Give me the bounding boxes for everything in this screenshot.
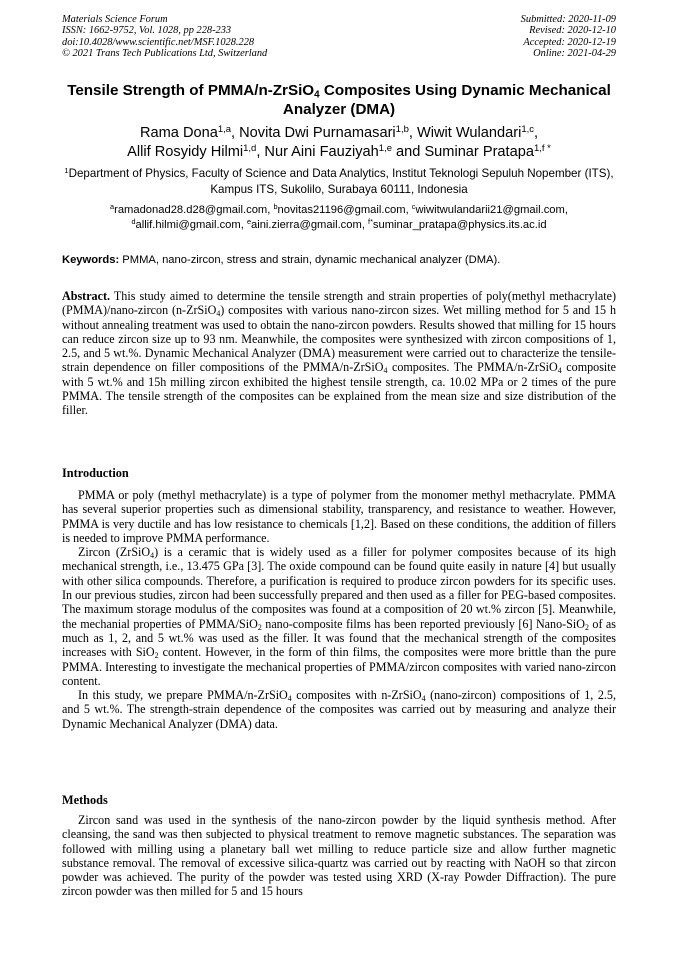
email-mark: e — [246, 217, 251, 226]
subscript: 4 — [421, 694, 426, 704]
paragraph-text: content. However, in the form of thin films, the composites were more brittle than the pure PMMA. Interesting to investigate the mechanical properties of PMMA/zircon composites with varied nano-zircon content. — [62, 645, 616, 688]
email-mark: c — [411, 202, 416, 211]
author-name: , Novita Dwi Purnamasari — [231, 125, 396, 141]
email-address[interactable]: aini.zierra@gmail.com, — [250, 219, 369, 231]
paragraph — [62, 688, 616, 731]
journal-header-right — [521, 14, 616, 60]
abstract-label: Abstract. — [62, 289, 111, 303]
introduction-heading: Introduction — [62, 466, 129, 480]
date-online: Online: 2021-04-29 — [533, 48, 616, 60]
abstract-text: composites. The PMMA/n-ZrSiO — [387, 360, 558, 375]
date-revised: Revised: 2020-12-10 — [529, 25, 616, 37]
paragraph-text: nano-composite films has been reported previously [6] Nano-SiO — [261, 616, 585, 631]
author-emails — [62, 203, 616, 233]
author-affil-mark: 1,b — [395, 123, 409, 135]
keywords — [62, 253, 616, 268]
author-affil-mark: 1,f * — [533, 142, 551, 154]
paragraph: PMMA or poly (methyl methacrylate) is a type of polymer from the monomer methyl methacrylate. PMMA has several superior properties such as dimensional stability, transparency, and resistance to weather. However, PMMA is very ductile and has low resistance to chemicals [1,2]. Based on these conditions, the addition of fillers is needed to improve PMMA performance. — [62, 488, 616, 545]
author-affil-mark: 1,a — [217, 123, 232, 135]
abstract-text: This study aimed to determine the tensile strength and strain properties of poly(methyl methacrylate) (PMMA)/nano-zircon (n-ZrSiO — [62, 289, 616, 318]
subscript: 2 — [154, 651, 159, 661]
subscript: 2 — [257, 622, 262, 632]
author-name: , Wiwit Wulandari — [408, 125, 522, 141]
keywords-text: PMMA, nano-zircon, stress and strain, dynamic mechanical analyzer (DMA). — [119, 254, 501, 266]
journal-copyright: © 2021 Trans Tech Publications Ltd, Switzerland — [62, 48, 268, 60]
subscript: 4 — [557, 366, 562, 376]
paragraph-text: composites with n-ZrSiO — [291, 688, 422, 703]
methods-body — [62, 813, 616, 899]
title-part: Composites Using Dynamic Mechanical Analyzer (DMA) — [282, 82, 611, 118]
abstract-text: composite with 5 wt.% and 15h milling zircon exhibited the highest tensile strength, ca. 10.02 MPa or 2 times of the pure PMMA. The tensile strength of the composites can be explained from the mean size and size distribution of the filler. — [62, 360, 616, 418]
email-mark: d — [131, 217, 136, 226]
abstract — [62, 289, 616, 418]
email-address[interactable]: allif.hilmi@gmail.com, — [135, 219, 247, 231]
email-mark: b — [273, 202, 278, 211]
affiliation — [62, 166, 616, 198]
paragraph-text: of as much as 1, 2, and 5 wt.% was used as the filler. It was found that the mechanical strength of the composites increases with SiO — [62, 616, 616, 660]
email-address[interactable]: suminar_pratapa@physics.its.ac.id — [372, 219, 547, 231]
journal-doi: doi:10.4028/www.scientific.net/MSF.1028.228 — [62, 36, 255, 48]
journal-issn: ISSN: 1662-9752, Vol. 1028, pp 228-233 — [62, 25, 232, 37]
affiliation-mark: 1 — [64, 165, 69, 175]
email-address[interactable]: wiwitwulandarii21@gmail.com, — [415, 204, 568, 216]
email-mark: f* — [368, 217, 373, 226]
author-affil-mark: 1,d — [243, 142, 257, 154]
subscript: 4 — [150, 551, 155, 561]
subscript: 4 — [287, 694, 292, 704]
journal-name: Materials Science Forum — [62, 14, 168, 25]
author-list — [62, 124, 616, 162]
introduction-body — [62, 488, 616, 731]
paragraph-text: Zircon (ZrSiO — [78, 545, 151, 560]
title-subscript: 4 — [314, 89, 320, 101]
title-part: Tensile Strength of PMMA/n-ZrSiO — [67, 82, 315, 99]
author-affil-mark: 1,c — [521, 123, 534, 135]
subscript: 4 — [383, 366, 388, 376]
email-address[interactable]: ramadonad28.d28@gmail.com, — [114, 204, 274, 216]
author-name: and Suminar Pratapa — [391, 144, 534, 160]
author-separator: , — [533, 125, 539, 141]
paragraph — [62, 545, 616, 688]
author-name: Allif Rosyidy Hilmi — [127, 144, 244, 160]
author-name: , Nur Aini Fauziyah — [256, 144, 379, 160]
paragraph: Zircon sand was used in the synthesis of the nano-zircon powder by the liquid synthesis method. After cleansing, the sand was then subjected to physical treatment to remove magnetic substances. The separation was followed with milling using a planetary ball wet milling to reduce particle size and allow further magnetic substance removal. The removal of excessive silica-quartz was carried out by reacting with NaOH so that zircon powder was achieved. The purity of the powder was tested using XRD (X-ray Powder Diffraction). The pure zircon powder was then milled for 5 and 15 hours — [62, 813, 616, 899]
date-submitted: Submitted: 2020-11-09 — [520, 14, 616, 25]
paragraph-text: ) is a ceramic that is widely used as a filler for polymer composites because of its high mechanical strength, i.e., 13.475 GPa [3]. The oxide compound can be found quite easily in nature [4] but usually with other silica compounds. Therefore, a purification is required to produce zircon powders for its specific uses. In our previous studies, zircon had been successfully prepared and then used as a filler for PEG-based composites. The maximum storage modulus of the composites was found at a composition of 20 wt.% zircon [5]. Meanwhile, the mechanial properties of PMMA/SiO — [62, 545, 616, 631]
email-address[interactable]: novitas21196@gmail.com, — [277, 204, 412, 216]
email-mark: a — [110, 202, 115, 211]
paragraph-text: In this study, we prepare PMMA/n-ZrSiO — [78, 688, 288, 703]
subscript: 2 — [585, 622, 589, 632]
author-affil-mark: 1,e — [378, 142, 392, 154]
paper-title — [62, 81, 616, 119]
paragraph-text: (nano-zircon) compositions of 1, 2.5, and 5 wt.%. The strength-strain dependence of the composites was carried out by measuring and analyze their Dynamic Mechanical Analyzer (DMA) data. — [62, 688, 616, 731]
affiliation-text: Department of Physics, Faculty of Science and Data Analytics, Institut Teknologi Sepuluh Nopember (ITS), Kampus ITS, Sukolilo, Surabaya 60111, Indonesia — [68, 167, 614, 196]
methods-heading: Methods — [62, 793, 108, 807]
journal-header-left — [62, 14, 267, 60]
abstract-text: ) composites with various nano-zircon sizes. Wet milling method for 5 and 15 h without annealing treatment was used to obtain the nano-zircon powders. Results showed that milling for 15 hours can reduce zircon size up to 93 nm. Meanwhile, the composites were synthesized with zircon compositions of 1, 2.5, and 5 wt.%. Dynamic Mechanical Analyzer (DMA) measurement were carried out to characterize the tensile-strain dependence on filler compositions of the PMMA/n-ZrSiO — [62, 303, 617, 375]
keywords-label: Keywords: — [62, 254, 120, 266]
author-name: Rama Dona — [139, 125, 218, 141]
subscript: 4 — [216, 309, 221, 319]
date-accepted: Accepted: 2020-12-19 — [523, 36, 616, 48]
